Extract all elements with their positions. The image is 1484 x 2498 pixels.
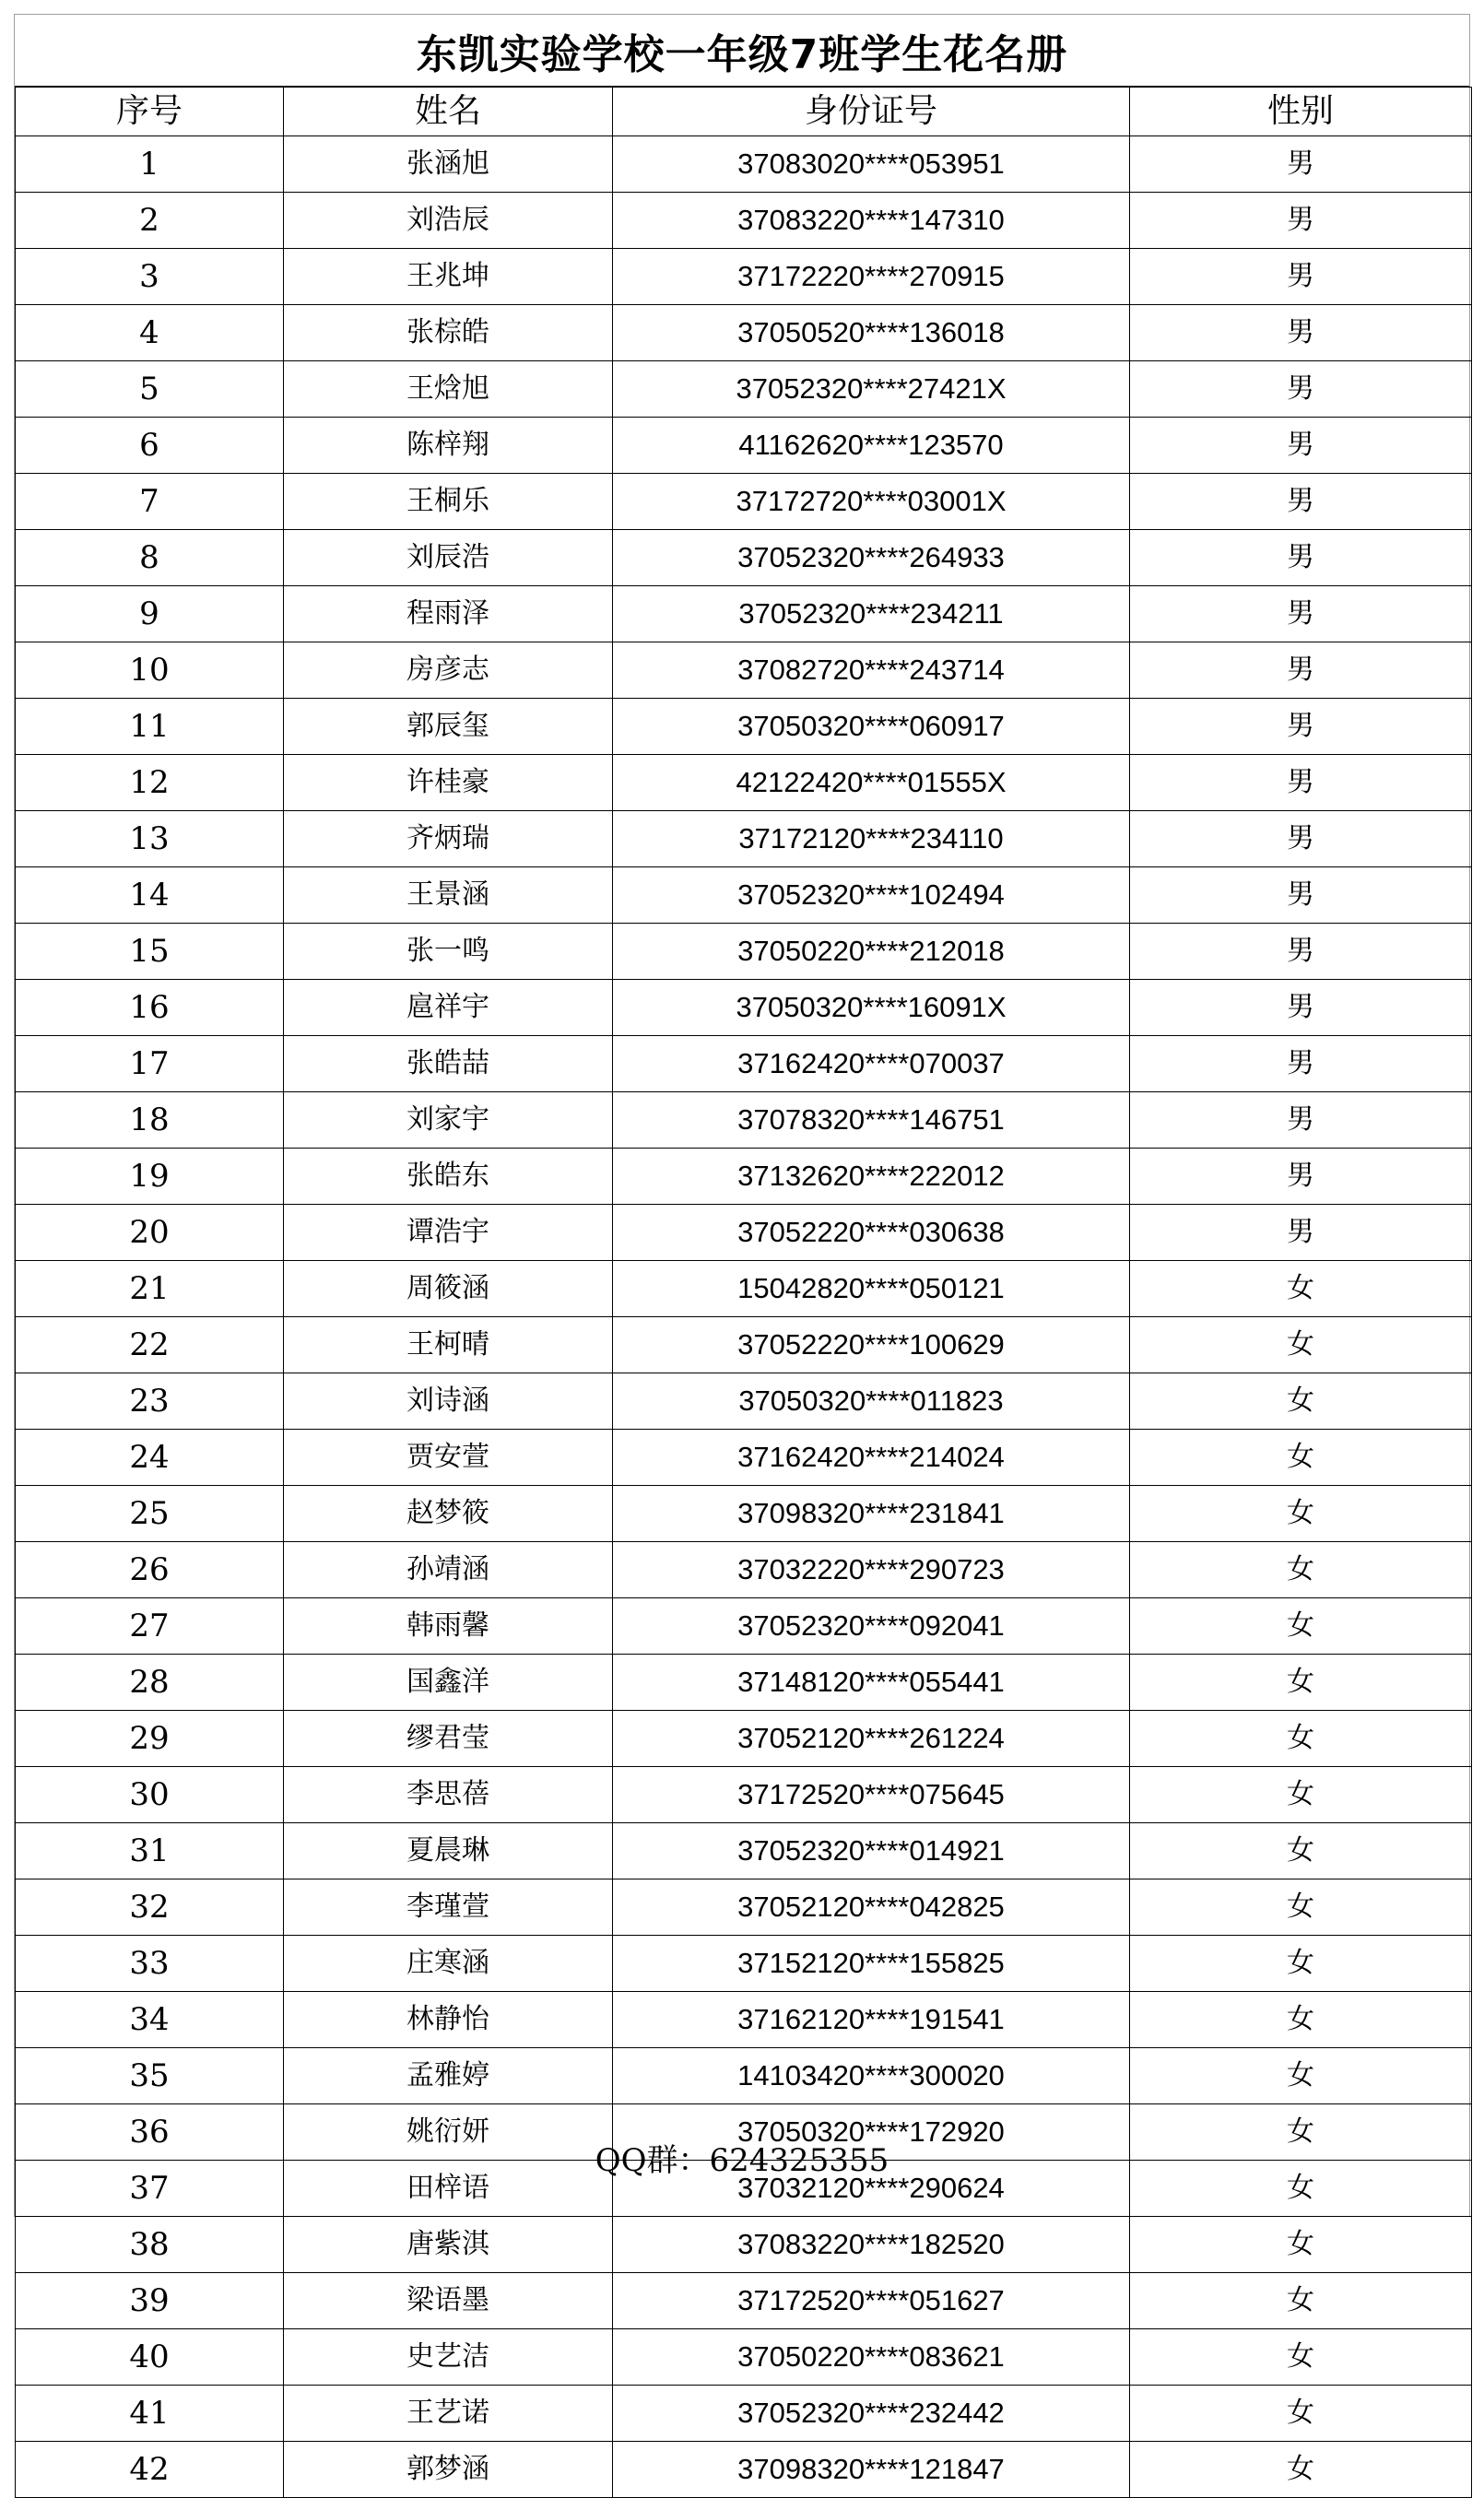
name-cell: 王景涵: [284, 867, 613, 924]
seq-cell: 41: [16, 2386, 284, 2442]
name-cell: 姚衍妍: [284, 2104, 613, 2161]
id-number-cell: 37052320****264933: [613, 530, 1130, 586]
table-row: [16, 1149, 1472, 1205]
name-cell: 张一鸣: [284, 924, 613, 980]
name-cell: 刘辰浩: [284, 530, 613, 586]
gender-cell: 女: [1130, 1936, 1472, 1992]
table-row: [16, 136, 1472, 193]
id-number-cell: 37052320****234211: [613, 586, 1130, 642]
table-row: [16, 1036, 1472, 1092]
gender-cell: 男: [1130, 418, 1472, 474]
seq-cell: 40: [16, 2329, 284, 2386]
seq-cell: 31: [16, 1823, 284, 1879]
id-number-cell: 37050220****212018: [613, 924, 1130, 980]
seq-cell: 24: [16, 1430, 284, 1486]
name-cell: 王柯晴: [284, 1317, 613, 1373]
gender-cell: 男: [1130, 136, 1472, 193]
gender-cell: 女: [1130, 1373, 1472, 1430]
id-number-cell: 37172520****075645: [613, 1767, 1130, 1823]
table-row: [16, 361, 1472, 418]
gender-cell: 女: [1130, 1823, 1472, 1879]
gender-cell: 男: [1130, 1036, 1472, 1092]
gender-cell: 女: [1130, 2161, 1472, 2217]
table-row: [16, 1092, 1472, 1149]
seq-cell: 15: [16, 924, 284, 980]
table-row: [16, 474, 1472, 530]
table-row: [16, 530, 1472, 586]
table-row: [16, 1542, 1472, 1598]
seq-cell: 32: [16, 1879, 284, 1936]
name-cell: 夏晨琳: [284, 1823, 613, 1879]
table-row: [16, 2442, 1472, 2498]
gender-cell: 男: [1130, 811, 1472, 867]
id-number-cell: 15042820****050121: [613, 1261, 1130, 1317]
gender-cell: 男: [1130, 867, 1472, 924]
gender-cell: 男: [1130, 699, 1472, 755]
name-cell: 刘家宇: [284, 1092, 613, 1149]
name-cell: 史艺洁: [284, 2329, 613, 2386]
name-cell: 房彦志: [284, 642, 613, 699]
name-cell: 田梓语: [284, 2161, 613, 2217]
seq-cell: 42: [16, 2442, 284, 2498]
table-row: [16, 811, 1472, 867]
name-cell: 刘诗涵: [284, 1373, 613, 1430]
id-number-cell: 37162120****191541: [613, 1992, 1130, 2048]
name-cell: 王焓旭: [284, 361, 613, 418]
table-row: [16, 1317, 1472, 1373]
seq-cell: 21: [16, 1261, 284, 1317]
roster-sheet: [14, 14, 1470, 2488]
seq-cell: 20: [16, 1205, 284, 1261]
gender-cell: 男: [1130, 1205, 1472, 1261]
qq-group-footer: QQ群：624325355: [595, 2142, 889, 2179]
id-number-cell: 37052320****27421X: [613, 361, 1130, 418]
gender-cell: 女: [1130, 1879, 1472, 1936]
table-row: [16, 755, 1472, 811]
id-number-cell: 37083220****147310: [613, 193, 1130, 249]
id-number-cell: 37050320****060917: [613, 699, 1130, 755]
seq-cell: 8: [16, 530, 284, 586]
seq-cell: 16: [16, 980, 284, 1036]
seq-cell: 37: [16, 2161, 284, 2217]
table-row: [16, 193, 1472, 249]
table-row: [16, 2217, 1472, 2273]
table-row: [16, 1430, 1472, 1486]
seq-cell: 30: [16, 1767, 284, 1823]
header-name: 姓名: [284, 88, 613, 136]
seq-cell: 29: [16, 1711, 284, 1767]
gender-cell: 女: [1130, 2273, 1472, 2329]
gender-cell: 男: [1130, 586, 1472, 642]
name-cell: 张涵旭: [284, 136, 613, 193]
seq-cell: 13: [16, 811, 284, 867]
id-number-cell: 37052120****042825: [613, 1879, 1130, 1936]
id-number-cell: 37083220****182520: [613, 2217, 1130, 2273]
name-cell: 韩雨馨: [284, 1598, 613, 1655]
table-row: [16, 2329, 1472, 2386]
gender-cell: 女: [1130, 1486, 1472, 1542]
gender-cell: 女: [1130, 1767, 1472, 1823]
gender-cell: 女: [1130, 2442, 1472, 2498]
name-cell: 孟雅婷: [284, 2048, 613, 2104]
gender-cell: 男: [1130, 642, 1472, 699]
name-cell: 赵梦筱: [284, 1486, 613, 1542]
gender-cell: 男: [1130, 924, 1472, 980]
seq-cell: 2: [16, 193, 284, 249]
name-cell: 郭辰玺: [284, 699, 613, 755]
header-seq: 序号: [16, 88, 284, 136]
seq-cell: 19: [16, 1149, 284, 1205]
seq-cell: 11: [16, 699, 284, 755]
id-number-cell: 41162620****123570: [613, 418, 1130, 474]
name-cell: 梁语墨: [284, 2273, 613, 2329]
gender-cell: 女: [1130, 2104, 1472, 2161]
gender-cell: 男: [1130, 1092, 1472, 1149]
name-cell: 齐炳瑞: [284, 811, 613, 867]
table-row: [16, 1711, 1472, 1767]
table-row: [16, 924, 1472, 980]
name-cell: 王桐乐: [284, 474, 613, 530]
id-number-cell: 37098320****121847: [613, 2442, 1130, 2498]
name-cell: 贾安萱: [284, 1430, 613, 1486]
id-number-cell: 37052220****030638: [613, 1205, 1130, 1261]
id-number-cell: 37050320****011823: [613, 1373, 1130, 1430]
table-row: [16, 249, 1472, 305]
header-row: [16, 88, 1472, 136]
table-row: [16, 1655, 1472, 1711]
name-cell: 张皓喆: [284, 1036, 613, 1092]
table-row: [16, 586, 1472, 642]
gender-cell: 男: [1130, 305, 1472, 361]
seq-cell: 7: [16, 474, 284, 530]
table-row: [16, 305, 1472, 361]
name-cell: 张棕皓: [284, 305, 613, 361]
table-row: [16, 1205, 1472, 1261]
name-cell: 林静怡: [284, 1992, 613, 2048]
table-row: [16, 1598, 1472, 1655]
seq-cell: 38: [16, 2217, 284, 2273]
seq-cell: 10: [16, 642, 284, 699]
id-number-cell: 37082720****243714: [613, 642, 1130, 699]
id-number-cell: 37032120****290624: [613, 2161, 1130, 2217]
gender-cell: 男: [1130, 755, 1472, 811]
seq-cell: 36: [16, 2104, 284, 2161]
name-cell: 刘浩辰: [284, 193, 613, 249]
id-number-cell: 37078320****146751: [613, 1092, 1130, 1149]
name-cell: 王兆坤: [284, 249, 613, 305]
gender-cell: 女: [1130, 1711, 1472, 1767]
seq-cell: 18: [16, 1092, 284, 1149]
table-row: [16, 1373, 1472, 1430]
id-number-cell: 14103420****300020: [613, 2048, 1130, 2104]
table-row: [16, 1767, 1472, 1823]
gender-cell: 女: [1130, 1598, 1472, 1655]
seq-cell: 14: [16, 867, 284, 924]
seq-cell: 27: [16, 1598, 284, 1655]
seq-cell: 6: [16, 418, 284, 474]
gender-cell: 男: [1130, 249, 1472, 305]
seq-cell: 12: [16, 755, 284, 811]
name-cell: 缪君莹: [284, 1711, 613, 1767]
id-number-cell: 37162420****070037: [613, 1036, 1130, 1092]
gender-cell: 男: [1130, 474, 1472, 530]
gender-cell: 女: [1130, 2217, 1472, 2273]
id-number-cell: 37132620****222012: [613, 1149, 1130, 1205]
id-number-cell: 37152120****155825: [613, 1936, 1130, 1992]
id-number-cell: 37052320****232442: [613, 2386, 1130, 2442]
gender-cell: 女: [1130, 2386, 1472, 2442]
name-cell: 国鑫洋: [284, 1655, 613, 1711]
id-number-cell: 37162420****214024: [613, 1430, 1130, 1486]
seq-cell: 3: [16, 249, 284, 305]
name-cell: 许桂豪: [284, 755, 613, 811]
name-cell: 庄寒涵: [284, 1936, 613, 1992]
seq-cell: 23: [16, 1373, 284, 1430]
gender-cell: 男: [1130, 361, 1472, 418]
table-row: [16, 1823, 1472, 1879]
id-number-cell: 37052220****100629: [613, 1317, 1130, 1373]
name-cell: 陈梓翔: [284, 418, 613, 474]
name-cell: 扈祥宇: [284, 980, 613, 1036]
table-row: [16, 2273, 1472, 2329]
id-number-cell: 37052320****014921: [613, 1823, 1130, 1879]
id-number-cell: 37050220****083621: [613, 2329, 1130, 2386]
id-number-cell: 37050320****16091X: [613, 980, 1130, 1036]
id-number-cell: 37050320****172920: [613, 2104, 1130, 2161]
seq-cell: 34: [16, 1992, 284, 2048]
table-row: [16, 1936, 1472, 1992]
id-number-cell: 37032220****290723: [613, 1542, 1130, 1598]
table-row: [16, 1486, 1472, 1542]
gender-cell: 女: [1130, 1542, 1472, 1598]
name-cell: 程雨泽: [284, 586, 613, 642]
id-number-cell: 37052320****092041: [613, 1598, 1130, 1655]
gender-cell: 女: [1130, 1430, 1472, 1486]
name-cell: 孙靖涵: [284, 1542, 613, 1598]
seq-cell: 1: [16, 136, 284, 193]
gender-cell: 女: [1130, 1655, 1472, 1711]
id-number-cell: 37050520****136018: [613, 305, 1130, 361]
table-row: [16, 1992, 1472, 2048]
seq-cell: 28: [16, 1655, 284, 1711]
table-row: [16, 2386, 1472, 2442]
name-cell: 李思蓓: [284, 1767, 613, 1823]
id-number-cell: 37083020****053951: [613, 136, 1130, 193]
seq-cell: 26: [16, 1542, 284, 1598]
name-cell: 郭梦涵: [284, 2442, 613, 2498]
name-cell: 唐紫淇: [284, 2217, 613, 2273]
header-id: 身份证号: [613, 88, 1130, 136]
gender-cell: 女: [1130, 2329, 1472, 2386]
table-row: [16, 2048, 1472, 2104]
name-cell: 谭浩宇: [284, 1205, 613, 1261]
id-number-cell: 37148120****055441: [613, 1655, 1130, 1711]
gender-cell: 男: [1130, 1149, 1472, 1205]
gender-cell: 女: [1130, 1317, 1472, 1373]
id-number-cell: 37172720****03001X: [613, 474, 1130, 530]
table-row: [16, 980, 1472, 1036]
id-number-cell: 37052120****261224: [613, 1711, 1130, 1767]
seq-cell: 4: [16, 305, 284, 361]
gender-cell: 女: [1130, 1992, 1472, 2048]
id-number-cell: 37172520****051627: [613, 2273, 1130, 2329]
table-row: [16, 867, 1472, 924]
id-number-cell: 37172220****270915: [613, 249, 1130, 305]
id-number-cell: 37172120****234110: [613, 811, 1130, 867]
id-number-cell: 37098320****231841: [613, 1486, 1130, 1542]
table-row: [16, 699, 1472, 755]
name-cell: 周筱涵: [284, 1261, 613, 1317]
seq-cell: 39: [16, 2273, 284, 2329]
seq-cell: 17: [16, 1036, 284, 1092]
gender-cell: 男: [1130, 530, 1472, 586]
seq-cell: 25: [16, 1486, 284, 1542]
gender-cell: 男: [1130, 193, 1472, 249]
name-cell: 李瑾萱: [284, 1879, 613, 1936]
seq-cell: 9: [16, 586, 284, 642]
gender-cell: 女: [1130, 2048, 1472, 2104]
name-cell: 王艺诺: [284, 2386, 613, 2442]
header-gender: 性别: [1130, 88, 1472, 136]
seq-cell: 33: [16, 1936, 284, 1992]
table-row: [16, 642, 1472, 699]
table-row: [16, 1879, 1472, 1936]
document-title: 东凯实验学校一年级7班学生花名册: [15, 15, 1469, 87]
seq-cell: 5: [16, 361, 284, 418]
id-number-cell: 37052320****102494: [613, 867, 1130, 924]
id-number-cell: 42122420****01555X: [613, 755, 1130, 811]
name-cell: 张皓东: [284, 1149, 613, 1205]
gender-cell: 男: [1130, 980, 1472, 1036]
table-row: [16, 1261, 1472, 1317]
gender-cell: 女: [1130, 1261, 1472, 1317]
seq-cell: 22: [16, 1317, 284, 1373]
table-row: [16, 418, 1472, 474]
seq-cell: 35: [16, 2048, 284, 2104]
